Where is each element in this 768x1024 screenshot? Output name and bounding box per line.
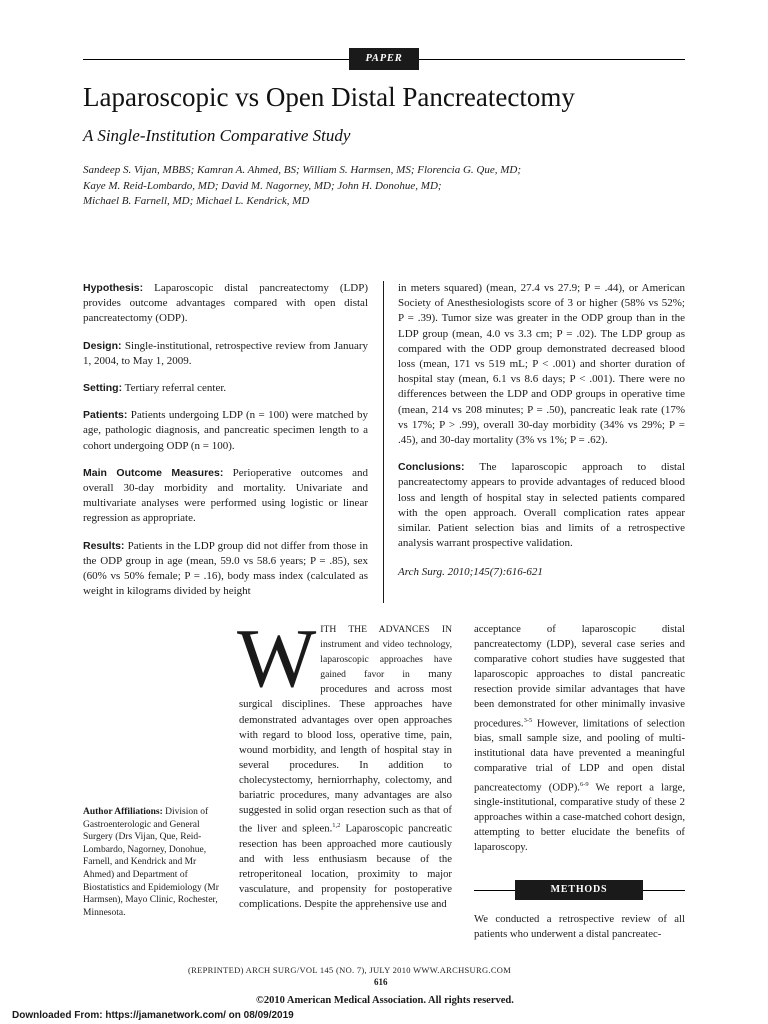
body-text: acceptance of laparoscopic distal pancreatectomy (LDP), several case series and comparative cohort studies have suggested that laparoscopic approaches to distal pancreatic resection provide similar advantages that have been demonstrated for other minimally invasive procedures. <box>474 623 685 730</box>
abstract-column-divider <box>383 281 384 603</box>
affiliations-label: Author Affiliations: <box>83 807 163 817</box>
author-affiliations <box>83 806 228 919</box>
author-line: Kaye M. Reid-Lombardo, MD; David M. Nagorney, MD; John H. Donohue, MD; <box>83 179 442 192</box>
copyright-notice: ©2010 American Medical Association. All rights reserved. <box>256 995 514 1006</box>
journal-citation: Arch Surg. 2010;145(7):616-621 <box>398 566 543 579</box>
abstract-setting <box>83 381 368 396</box>
abstract-main-outcome <box>83 466 368 527</box>
section-label: PAPER <box>349 48 419 70</box>
author-line: Sandeep S. Vijan, MBBS; Kamran A. Ahmed, BS; William S. Harmsen, MS; Florencia G. Que, MD; <box>83 164 521 176</box>
author-list <box>83 163 683 210</box>
body-text: Laparoscopic pancreatic resection has been approached more cautiously and with less enthusiasm because of the retroperitoneal location, proximity to major vasculature, and propensity for postoperative complications. Despite the apprehensive use and <box>239 822 452 911</box>
abstract-text: Perioperative outcomes and overall 30-day morbidity and mortality. Univariate and multivariate analyses were performed using logistic or linear regression as appropriate. <box>83 466 368 525</box>
author-line: Michael B. Farnell, MD; Michael L. Kendrick, MD <box>83 195 310 207</box>
body-text: However, limitations of selection bias, small sample size, and pooling of multi-institutional data have prevented a meaningful comparative trial of LDP and open distal pancreatectomy (ODP). <box>474 717 685 794</box>
abstract-conclusions <box>398 460 685 551</box>
abstract-text: Patients in the LDP group did not differ from those in the ODP group in age (mean, 59.0 vs 58.6 years; P = .85), sex (60% vs 50% female; P = .16), body mass index (calculated as weight in kilograms divided by height <box>83 539 368 598</box>
abstract-text: Tertiary referral center. <box>122 382 227 395</box>
reference-marker: 3-5 <box>523 716 533 724</box>
abstract-label: Design: <box>83 339 122 352</box>
abstract-text: Single-institutional, retrospective review from January 1, 2004, to May 1, 2009. <box>83 339 368 367</box>
abstract-label: Setting: <box>83 382 123 395</box>
body-column-2 <box>474 622 685 856</box>
body-lead-text: ITH THE ADVANCES IN instrument and video technology, laparoscopic approaches have gained favor in <box>320 624 452 681</box>
abstract-label: Patients: <box>83 409 128 422</box>
abstract-text: The laparoscopic approach to distal pancreatectomy appears to provide advantages of reduced blood loss and length of hospital stay in selected patients compared with the open approach. Overall complication rates appear similar. Patient selection bias and limits of a retrospective analysis warrant prospective validation. <box>398 461 685 550</box>
abstract-text: Patients undergoing LDP (n = 100) were matched by age, pathologic diagnosis, and pancreatic specimen length to a cohort undergoing ODP (n = 100). <box>83 409 368 452</box>
abstract-text: Laparoscopic distal pancreatectomy (LDP) provides outcome advantages compared with open distal pancreatectomy (ODP). <box>83 282 368 325</box>
body-column-1 <box>237 612 452 912</box>
body-text: many procedures and across most surgical disciplines. These approaches have demonstrated advantages over open approaches with regard to blood loss, operative time, pain, wound morbidity, and length of hospital stay in several procedures. In addition to cholecystectomy, herniorrhaphy, colectomy, and bariatric procedures, many advantages are also suggested in solid organ resection such as that of the liver and spleen. <box>239 668 452 835</box>
body-text: We report a large, single-institutional, comparative study of these 2 approaches within a case-matched cohort design, attempting to better elucidate the benefits of laparoscopy. <box>474 781 685 854</box>
journal-footer: (REPRINTED) ARCH SURG/VOL 145 (NO. 7), JULY 2010 WWW.ARCHSURG.COM <box>188 965 512 975</box>
article-subtitle: A Single-Institution Comparative Study <box>83 126 351 145</box>
methods-heading: METHODS <box>515 880 643 900</box>
abstract-results <box>83 539 368 600</box>
abstract-left-column <box>83 281 368 611</box>
abstract-patients <box>83 408 368 454</box>
methods-text: We conducted a retrospective review of all patients who underwent a distal pancreatec- <box>474 913 685 941</box>
download-stamp: Downloaded From: https://jamanetwork.com/ on 08/09/2019 <box>12 1010 294 1021</box>
abstract-hypothesis <box>83 281 368 327</box>
reference-marker: 1,2 <box>332 822 341 830</box>
abstract-design <box>83 339 368 369</box>
abstract-label: Conclusions: <box>398 461 465 474</box>
article-title: Laparoscopic vs Open Distal Pancreatectomy <box>83 82 575 112</box>
abstract-right-column <box>398 281 685 593</box>
abstract-label: Main Outcome Measures: <box>83 466 224 479</box>
abstract-results-continued: in meters squared) (mean, 27.4 vs 27.9; P = .44), or American Society of Anesthesiologists score of 3 or higher (58% vs 52%; P = .39). Tumor size was greater in the ODP group than in the LDP group (mean, 4.0 vs 3.3 cm; P = .02). The LDP group as compared with the ODP group demonstrated decreased blood loss (mean, 171 vs 519 mL; P < .001) and shorter duration of hospital stay (mean, 6.1 vs 8.6 days; P < .001). There were no differences between the LDP and ODP groups in operative time (mean, 214 vs 208 minutes; P = .50), pancreatic leak rate (17% vs 17%; P > .99), overall 30-day morbidity (34% vs 29%; P = .45), and 30-day mortality (3% vs 1%; P = .62). <box>398 282 685 447</box>
drop-cap: W <box>237 612 317 705</box>
abstract-label: Results: <box>83 539 125 552</box>
reference-marker: 6-9 <box>579 780 589 788</box>
affiliations-text: Division of Gastroenterologic and General Surgery (Drs Vijan, Que, Reid-Lombardo, Nagorney, Donohue, Farnell, and Kendrick and Mr Ahmed) and Department of Biostatistics and Epidemiology (Mr Harmsen), Mayo Clinic, Rochester, Minnesota. <box>83 807 219 918</box>
page-number: 616 <box>374 977 388 987</box>
abstract-label: Hypothesis: <box>83 282 144 294</box>
